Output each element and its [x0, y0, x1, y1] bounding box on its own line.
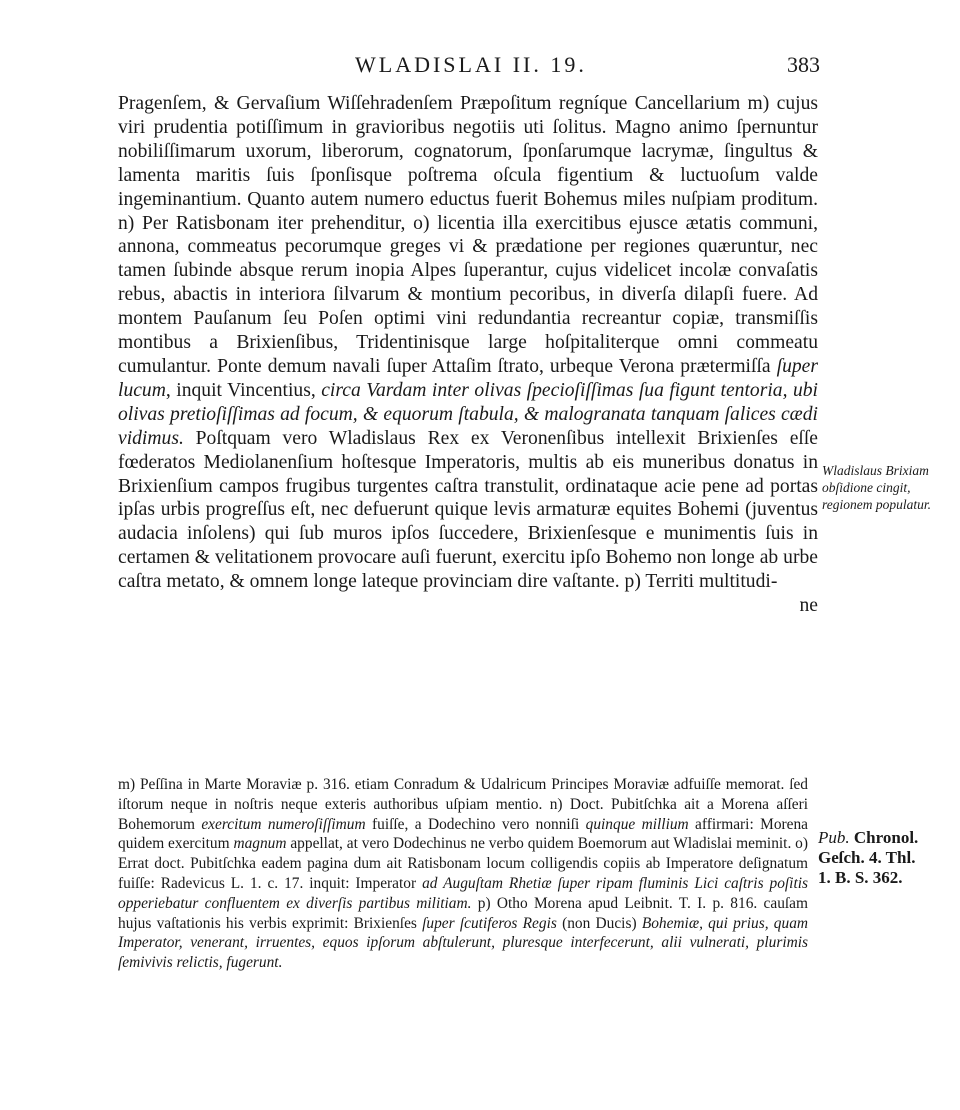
footnote-italic-4: ad Auguſtam Rhetiæ ſuper ripam fluminis Lici caſtris poſitis opperiebatur confluentem ex diverſis partibus militiam. — [118, 874, 808, 912]
main-italic-2: circa Vardam inter olivas ſpecioſiſſimas ſua figunt tentoria, ubi olivas pretioſiſſimas ad focum, & equorum ſtabula, & malogranata tanquam ſalices cædi vidimus. — [118, 379, 818, 449]
page-header — [120, 52, 820, 92]
footnote-italic-6: Bohemiæ, qui prius, quam Imperator, venerant, irruentes, equos ipſorum abſtulerunt, pluresque interfecerunt, alii vulnerati, plurimis ſemivivis relictis, fugerunt. — [118, 914, 809, 972]
footnote-paragraph — [118, 775, 808, 973]
main-text-part-3: Poſtquam vero Wladislaus Rex ex Veronenſibus intellexit Brixienſes eſſe fœderatos Mediolanenſium hoſtesque Imperatoris, multis ab eis muneribus donatus in Brixienſium campos frugibus turgentes caſtra transtulit, ordinataque acie pene ad portas ipſas urbis progreſſus eſt, nec defuerunt quique levis armaturæ equites Bohemi (juventus audacia inſolens) qui ſub muros ipſos ſuccedere, Brixienſesque e munimentis ſuis in certamen & velitationem provocare auſi fuerunt, exercitu ipſo Bohemo non longe ab urbe caſtra metato, & omnem longe lateque provinciam dire vaſtante. p) Territi multitudi- — [118, 427, 818, 593]
main-text-block — [118, 92, 818, 618]
margin-note-abbr: Pub. — [818, 828, 850, 847]
margin-note-line-2: Geſch. 4. Thl. — [818, 848, 916, 867]
footnote-part-2: fuiſſe, a Dodechino vero nonniſi — [365, 815, 586, 833]
main-italic-1: ſuper lucum — [118, 355, 818, 401]
margin-note-line-3: 1. B. S. 362. — [818, 868, 903, 887]
footnote-italic-3: magnum — [233, 835, 287, 853]
margin-note-pubitschka — [818, 828, 948, 888]
footnote-italic-2: quinque millium — [585, 815, 689, 833]
footnote-part-1: m) Peſſina in Marte Moraviæ p. 316. etiam Conradum & Udalricum Principes Moraviæ adfuiſſe memorat. ſed iſtorum neque in noſtris neque exteris authoribus uſpiam mentio. n) Doct. Pubitſchka ait a Morena aſſeri Bohemorum — [118, 776, 808, 833]
footnote-part-5: p) Otho Morena apud Leibnit. T. I. p. 816. cauſam hujus vaſtationis his verbis exprimit: Brixienſes — [118, 894, 808, 932]
footnotes-block — [118, 775, 808, 973]
footnote-italic-5: ſuper ſcutiferos Regis — [422, 914, 557, 932]
running-head: WLADISLAI II. 19. — [355, 52, 587, 77]
footnote-part-4: appellat, at vero Dodechinus ne verbo quidem Boemorum aut Wladislai meminit. o) Errat doct. Pubitſchka eadem pagina dum ait Ratisbonam locum colligendis copiis ab Imperatore deſignatum fuiſſe: Radevicus L. 1. c. 17. inquit: Imperator — [118, 835, 808, 892]
margin-note-wladislaus: Wladislaus Brixiam obſidione cingit, regionem populatur. — [822, 463, 931, 512]
footnote-part-6: (non Ducis) — [556, 914, 642, 932]
footnote-part-3: affirmari: Morena quidem exercitum — [118, 815, 808, 853]
main-paragraph — [118, 92, 818, 594]
margin-note-line-1: Chronol. — [853, 828, 919, 847]
main-text-part-1: Pragenſem, & Gervaſium Wiſſehradenſem Præpoſitum regníque Cancellarium m) cujus viri prudentia potiſſimum in gravioribus negotiis uti ſolitus. Magno animo ſpernuntur nobiliſſimarum uxorum, liberorum, cognatorum, ſponſarumque lacrymæ, ſingultus & lamenta maritis ſuis ſponſisque poſtrema oſcula figentium & luctuoſum valde ingeminantium. Quanto autem numero eductus fuerit Bohemus miles nuſpiam proditum. n) Per Ratisbonam iter prehenditur, o) licentia illa exercitibus ejusce ætatis communi, annona, commeatus pecorumque greges vi & prædatione per regiones quæruntur, nec tamen ſubinde absque rerum inopia Alpes ſuperantur, cujus videlicet incolæ convaſatis rebus, abactis in interiora ſilvarum & montium pecoribus, in diverſa dilapſi fuere. Ad montem Pauſanum ſeu Poſen optimi vini redundantia recreantur copiæ, transmiſſis montibus a Brixienſibus, Tridentinisque large hoſpitaliterque omni commeatu cumulantur. Ponte demum navali ſuper Attaſim ſtrato, urbeque Verona prætermiſſa — [118, 93, 818, 377]
main-text-tail: ne — [799, 595, 818, 617]
main-text-part-2: , inquit Vincentius, — [165, 379, 322, 401]
page-number: 383 — [787, 52, 820, 77]
footnote-italic-1: exercitum numeroſiſſimum — [201, 815, 366, 833]
